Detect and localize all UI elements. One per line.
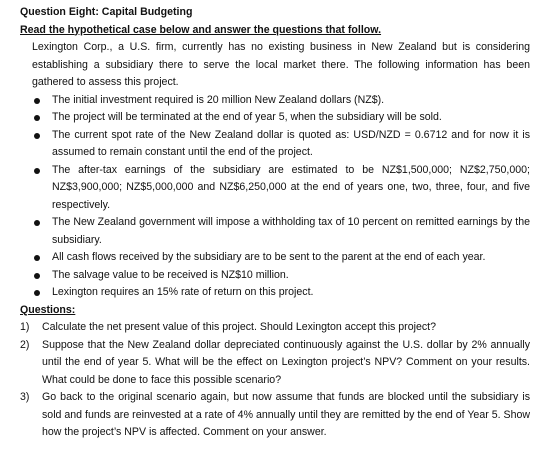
list-item [32,214,530,249]
list-item [32,127,530,162]
bullet-icon [34,220,40,226]
list-item [32,284,530,302]
list-item [32,162,530,215]
questions-heading: Questions: [20,303,76,316]
assumptions-list [22,92,530,302]
list-item-text: All cash flows received by the subsidiary are to be sent to the parent at the end of each year. [52,251,486,263]
question-item [20,319,530,337]
document-subtitle: Read the hypothetical case below and answer the questions that follow. [20,23,382,36]
question-number: 1) [20,321,30,333]
list-item [32,267,530,285]
bullet-icon [34,115,40,121]
list-item-text: The project will be terminated at the end of year 5, when the subsidiary will be sold. [52,111,442,123]
list-item-text: The New Zealand government will impose a withholding tax of 10 percent on remitted earnings by the subsidiary. [52,216,530,246]
intro-paragraph: Lexington Corp., a U.S. firm, currently has no existing business in New Zealand but is considering establishing a subsidiary there to serve the local market there. The following information has been gathered to assess this project. [32,41,530,88]
list-item-text: The current spot rate of the New Zealand dollar is quoted as: USD/NZD = 0.6712 and for now it is assumed to remain constant until the end of the project. [52,128,530,158]
bullet-icon [34,168,40,174]
bullet-icon [34,290,40,296]
question-number: 2) [20,338,30,351]
question-item [20,389,530,442]
list-item [32,109,530,127]
document-title: Question Eight: Capital Budgeting [20,6,193,18]
question-item [20,337,530,390]
list-item-text: The initial investment required is 20 million New Zealand dollars (NZ$). [52,93,385,106]
questions-list [22,319,530,442]
bullet-icon [34,98,40,104]
question-text: Go back to the original scenario again, but now assume that funds are blocked until the subsidiary is sold and funds are reinvested at a rate of 4% annually until they are remitted by the end of Year 5. Show how the project’s NPV is affected. Comment on your answer. [42,391,530,438]
list-item [32,92,530,110]
list-item-text: The after-tax earnings of the subsidiary are estimated to be NZ$1,500,000; NZ$2,750,000; NZ$3,900,000; NZ$5,000,000 and NZ$6,250,000 at the end of years one, two, three, four, and five respectively. [52,163,530,211]
question-text: Calculate the net present value of this project. Should Lexington accept this project? [42,321,436,333]
bullet-icon [34,255,40,261]
list-item-text: Lexington requires an 15% rate of return on this project. [52,286,314,298]
question-number: 3) [20,391,30,403]
bullet-icon [34,133,40,139]
list-item-text: The salvage value to be received is NZ$10 million. [52,268,289,281]
list-item [32,249,530,267]
question-text: Suppose that the New Zealand dollar depreciated continuously against the U.S. dollar by 2% annually until the end of year 5. What will be the effect on Lexington project’s NPV? Comment on your results. What could be done to face this possible scenario? [42,338,530,386]
bullet-icon [34,273,40,279]
